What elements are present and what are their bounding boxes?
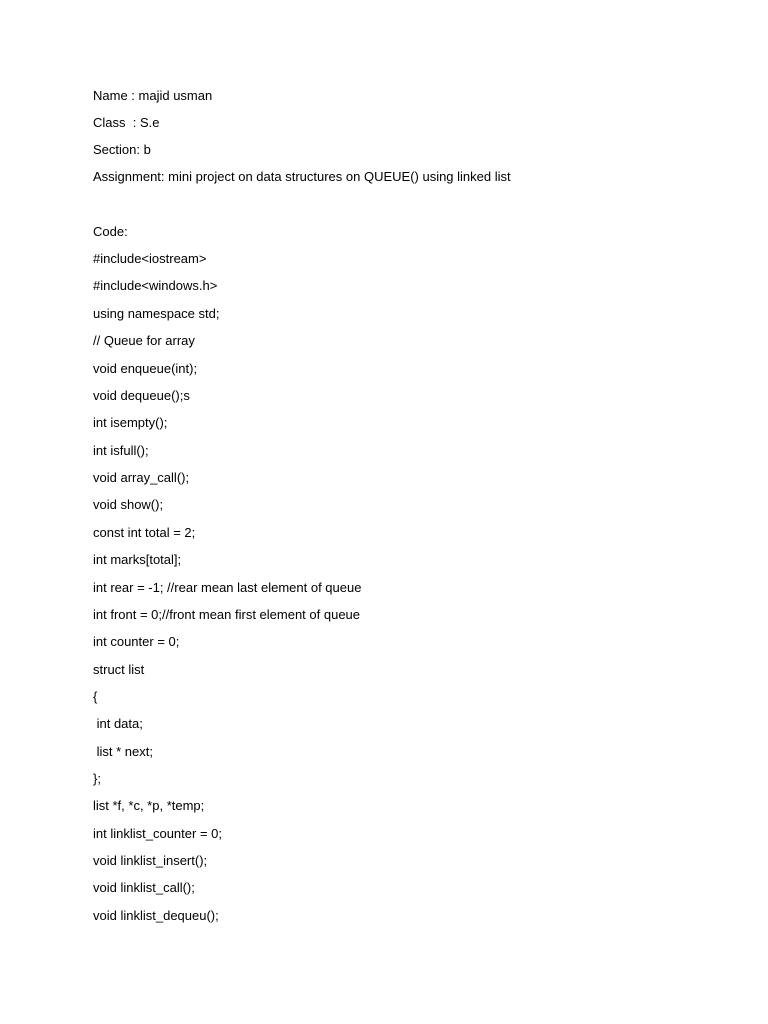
code-line: list *f, *c, *p, *temp; [93, 798, 205, 813]
code-line: void linklist_insert(); [93, 853, 208, 868]
student-name: Name : majid usman [93, 88, 213, 103]
code-line: { [93, 689, 98, 704]
code-line: list * next; [93, 744, 153, 759]
code-line: }; [93, 771, 101, 786]
code-line: int front = 0;//front mean first element of queue [93, 607, 361, 622]
code-line: void array_call(); [93, 470, 190, 485]
code-comment: // Queue for array [93, 333, 195, 348]
student-class: Class : S.e [93, 115, 160, 130]
code-line: struct list [93, 662, 145, 677]
code-line: int isempty(); [93, 415, 168, 430]
code-line: void linklist_dequeu(); [93, 908, 219, 923]
code-line: const int total = 2; [93, 525, 196, 540]
code-line: int marks[total]; [93, 552, 182, 567]
code-line: int counter = 0; [93, 634, 180, 649]
code-heading: Code: [93, 224, 128, 239]
code-line: #include<windows.h> [93, 278, 218, 293]
code-line: void show(); [93, 497, 164, 512]
code-line: void linklist_call(); [93, 880, 195, 895]
code-line: int rear = -1; //rear mean last element of queue [93, 580, 362, 595]
code-line: int data; [93, 716, 143, 731]
code-line: void enqueue(int); [93, 361, 198, 376]
assignment-title: Assignment: mini project on data structures on QUEUE() using linked list [93, 169, 511, 184]
student-section: Section: b [93, 142, 151, 157]
code-line: using namespace std; [93, 306, 220, 321]
code-line: void dequeue();s [93, 388, 190, 403]
code-line: int isfull(); [93, 443, 149, 458]
code-line: int linklist_counter = 0; [93, 826, 222, 841]
code-line: #include<iostream> [93, 251, 207, 266]
